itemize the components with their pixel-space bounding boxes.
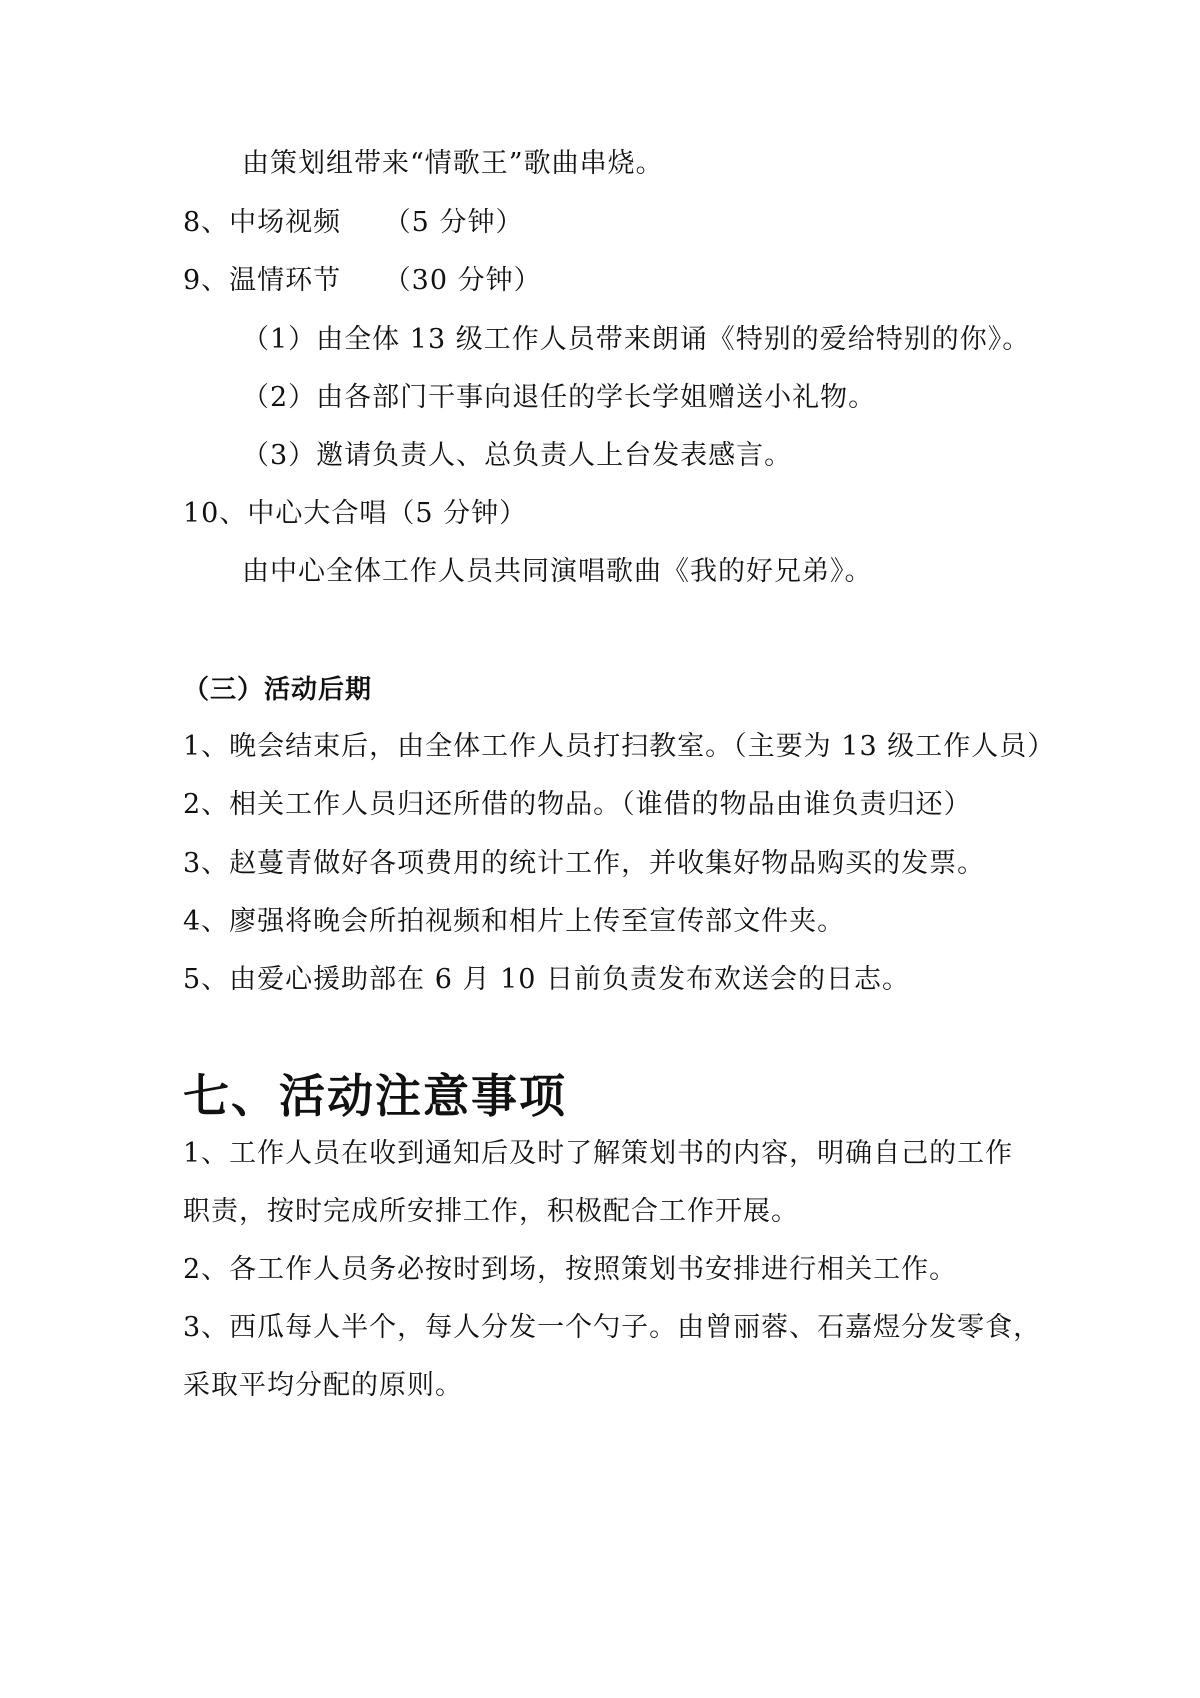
notes-item3-line2: 采取平均分配的原则。 <box>183 1370 463 1401</box>
post-event-heading: （三）活动后期 <box>183 675 373 705</box>
post-event-item-2: 2、相关工作人员归还所借的物品。（谁借的物品由谁负责归还） <box>183 789 972 820</box>
post-event-item-4: 4、廖强将晚会所拍视频和相片上传至宣传部文件夹。 <box>183 906 846 937</box>
program-item9-sub3: （3）邀请负责人、总负责人上台发表感言。 <box>242 440 793 471</box>
program-item10: 10、中心大合唱（5 分钟） <box>183 498 528 529</box>
post-event-item-5: 5、由爱心援助部在 6 月 10 日前负责发布欢送会的日志。 <box>183 964 911 995</box>
program-item9-sub2: （2）由各部门干事向退任的学长学姐赠送小礼物。 <box>242 382 877 413</box>
notes-section-title: 七、活动注意事项 <box>183 1069 567 1123</box>
program-item9-sub1: （1）由全体 13 级工作人员带来朗诵《特别的爱给特别的你》。 <box>242 324 1031 355</box>
program-item10-description: 由中心全体工作人员共同演唱歌曲《我的好兄弟》。 <box>242 556 873 587</box>
notes-item1-line2: 职责，按时完成所安排工作，积极配合工作开展。 <box>183 1196 799 1227</box>
post-event-item-3: 3、赵蔓青做好各项费用的统计工作，并收集好物品购买的发票。 <box>183 848 986 879</box>
notes-item3-line1: 3、西瓜每人半个，每人分发一个勺子。由曾丽蓉、石嘉煜分发零食， <box>183 1312 1042 1343</box>
notes-item1-line1: 1、工作人员在收到通知后及时了解策划书的内容，明确自己的工作 <box>183 1138 1014 1169</box>
program-item8: 8、中场视频 （5 分钟） <box>183 207 524 238</box>
program-item7-description: 由策划组带来“情歌王”歌曲串烧。 <box>242 148 664 179</box>
program-item9: 9、温情环节 （30 分钟） <box>183 265 542 296</box>
post-event-item-1: 1、晚会结束后，由全体工作人员打扫教室。（主要为 13 级工作人员） <box>183 731 1056 762</box>
notes-item2: 2、各工作人员务必按时到场，按照策划书安排进行相关工作。 <box>183 1254 958 1285</box>
